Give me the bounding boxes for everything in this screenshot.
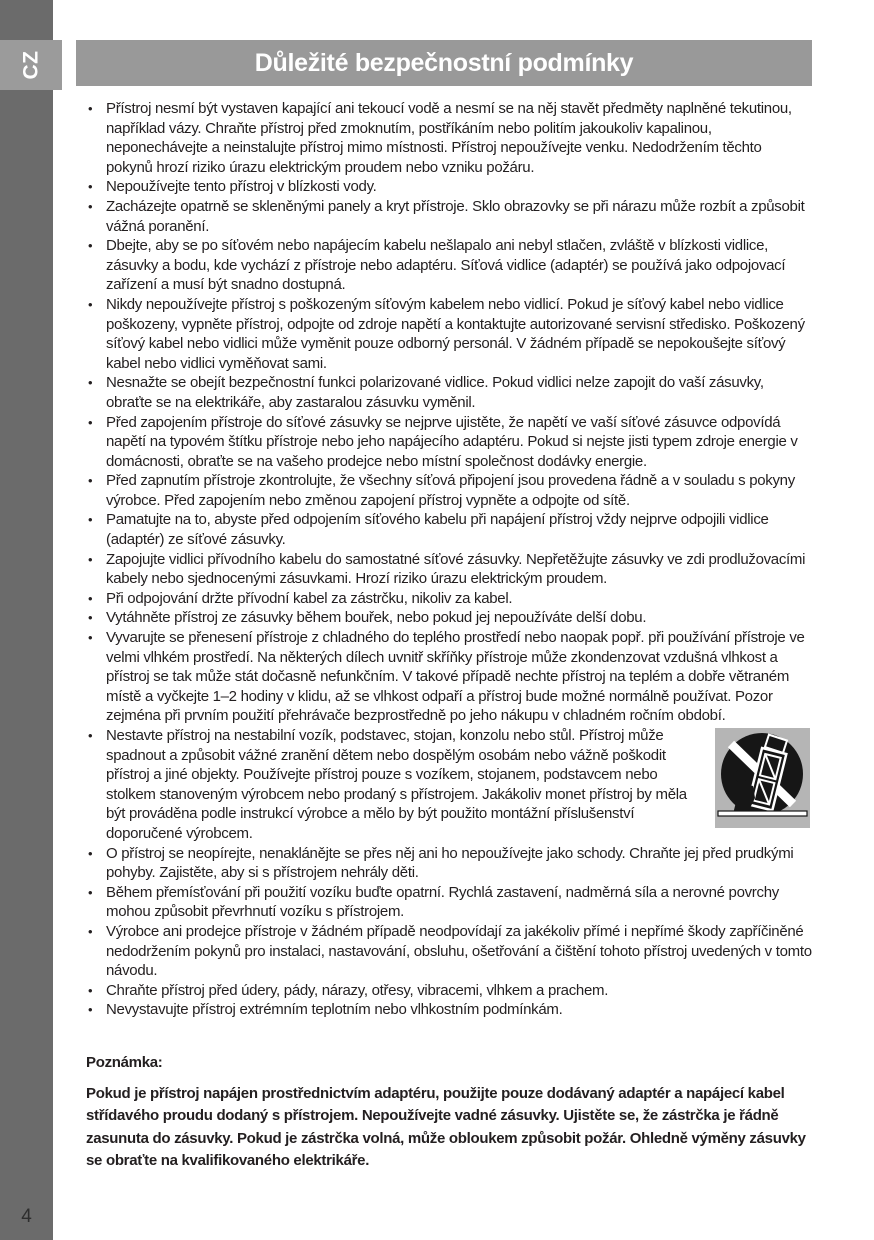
bullet-text: Nestavte přístroj na nestabilní vozík, podstavec, stojan, konzolu nebo stůl. Přístroj může spadnout a způsobit vážné zranění dětem nebo dospělým osobám nebo vážně poškodit přístroj a jiné objekty. Používejte přístroj pouze s vozíkem, stojanem, podstavcem nebo stolkem stanoveným výrobcem nebo prodaný s přístrojem. Jakákoliv monet přístroj by měla být prováděna podle instrukcí výrobce a mělo by být použito montážní příslušenství doporučené výrobcem. [106,727,687,842]
bullet-text: Před zapojením přístroje do síťové zásuvky se nejprve ujistěte, že napětí ve vaší síťové zásuvce odpovídá napětí na typovém štítku přístroje nebo jeho napájecího adaptéru. Pokud si nejste jisti typem zdroje energie v domácnosti, obraťte se na vašeho prodejce nebo místní společnost dodávky energie. [106,413,798,470]
bullet-text: Při odpojování držte přívodní kabel za zástrčku, nikoliv za kabel. [106,589,513,607]
bullet-marker-icon: • [88,610,93,626]
safety-bullet-item [86,1000,812,1020]
safety-bullet-item [86,589,812,609]
note-section [76,1054,812,1173]
page-number: 4 [21,1206,32,1227]
bullet-marker-icon: • [88,590,93,606]
note-body: Pokud je přístroj napájen prostřednictvím adaptéru, použijte pouze dodávaný adaptér a napájecí kabel střídavého proudu dodaný s přístrojem. Nepoužívejte vadné zásuvky. Ujistěte se, že zástrčka je řádně zasunuta do zásuvky. Pokud je zástrčka volná, může obloukem způsobit požár. Ohledně výměny zásuvky se obraťte na kvalifikovaného elektrikáře. [86,1084,806,1170]
bullet-text: Nesnažte se obejít bezpečnostní funkci polarizované vidlice. Pokud vidlici nelze zapojit do vaší zásuvky, obraťte se na elektrikáře, aby zastaralou zásuvku vyměnil. [106,374,764,411]
bullet-text: Dbejte, aby se po síťovém nebo napájecím kabelu nešlapalo ani nebyl stlačen, zvláště v blízkosti vidlice, zásuvky a bodu, kde vychází z přístroje nebo adaptéru. Síťová vidlice (adaptér) se používá jako odpojovací zařízení a musí být snadno dostupná. [106,237,786,294]
note-heading: Poznámka: [86,1053,163,1071]
safety-bullet-item [86,981,812,1001]
bullet-text: Během přemísťování při použití vozíku buďte opatrní. Rychlá zastavení, nadměrná síla a nerovné povrchy mohou způsobit převrhnutí vozíku s přístrojem. [106,883,779,921]
safety-bullet-item [86,295,812,373]
bullet-text: O přístroj se neopírejte, nenaklánějte se přes něj ani ho nepoužívejte jako schody. Chraňte jej před prudkými pohyby. Zajistěte, aby si s přístrojem nehrály děti. [106,844,794,882]
safety-bullet-item [86,608,812,628]
page-title: Důležité bezpečnostní podmínky [254,48,634,77]
bullet-text: Zacházejte opatrně se skleněnými panely a kryt přístroje. Sklo obrazovky se při nárazu může rozbít a způsobit vážná poranění. [106,197,805,235]
bullet-text: Vyvarujte se přenesení přístroje z chladného do teplého prostředí nebo naopak popř. při používání přístroje ve velmi vlhkém prostředí. Na některých dílech uvnitř skříňky přístroje může zkondenzovat vzdušná vlhkost a přístroj se tak může stát dočasně nefunkčním. V takové případě nechte přístroj na teplém a dobře větraném místě a vyčkejte 1–2 hodiny v klidu, až se vlhkost odpaří a přístroj bude možné normálně používat. Pozor zejména při prvním použití přehrávače bezprostředně po jeho nákupu v chladném ročním období. [106,629,805,725]
bullet-text: Nepoužívejte tento přístroj v blízkosti vody. [106,178,377,196]
bullet-marker-icon: • [88,551,93,567]
bullet-text: Nikdy nepoužívejte přístroj s poškozeným síťovým kabelem nebo vidlicí. Pokud je síťový kabel nebo vidlice poškozeny, vypněte přístroj, odpojte od zdroje napětí a kontaktujte autorizované servisní středisko. Poškozený síťový kabel nebo vidlici může vyměnit pouze odborný personál. V žádném případě se nepokoušejte síťový kabel nebo vidlici vyměňovat sami. [106,295,805,372]
bullet-marker-icon: • [88,296,93,312]
bullet-marker-icon: • [88,1002,93,1018]
safety-bullet-item [86,883,812,922]
safety-bullet-item [86,922,812,981]
tip-over-hazard-icon [715,728,810,828]
bullet-marker-icon: • [88,845,93,861]
sidebar-strip [0,0,53,1240]
bullet-text: Přístroj nesmí být vystaven kapající ani tekoucí vodě a nesmí se na něj stavět předměty naplněné tekutinou, například vázy. Chraňte přístroj před zmoknutím, postříkáním nebo politím jakoukoliv kapalinou, neponechávejte a neinstalujte přístroj mimo místnosti. Přístroj nepoužívejte venku. Nedodržením těchto pokynů hrozí riziko úrazu elektrickým proudem nebo vzniku požáru. [106,100,792,176]
safety-bullet-item [86,844,812,883]
bullet-marker-icon: • [88,238,93,254]
safety-bullet-item [86,236,812,295]
safety-bullet-list [76,99,812,1020]
safety-bullet-item [86,99,812,177]
safety-bullet-item [86,510,812,549]
bullet-marker-icon: • [88,375,93,391]
bullet-text: Výrobce ani prodejce přístroje v žádném případě neodpovídají za jakékoliv přímé i nepřímé škody zapříčiněné nedodržením pokynů pro instalaci, nastavování, obsluhu, ošetřování a čištění tohoto přístroj uvedených v tomto návodu. [106,922,812,980]
safety-bullet-item [86,628,812,726]
bullet-marker-icon: • [88,414,93,430]
safety-bullet-item [86,373,812,412]
section-header [76,40,812,86]
safety-bullet-item [86,413,812,472]
bullet-text: Vytáhněte přístroj ze zásuvky během bouřek, nebo pokud jej nepoužíváte delší dobu. [106,609,647,627]
bullet-text: Před zapnutím přístroje zkontrolujte, že všechny síťová připojení jsou provedena řádně a v souladu s pokyny výrobce. Před zapojením nebo změnou zapojení přístroj vypněte a odpojte od sítě. [106,472,795,509]
bullet-marker-icon: • [88,101,93,116]
bullet-marker-icon: • [88,473,93,489]
bullet-marker-icon: • [88,512,93,528]
safety-bullet-item [86,550,812,589]
language-tab [0,40,62,90]
bullet-marker-icon: • [88,923,93,939]
language-tab-label: CZ [19,50,42,80]
bullet-marker-icon: • [88,198,93,214]
bullet-marker-icon: • [88,728,93,743]
safety-bullet-item [86,177,812,197]
safety-bullet-item [86,471,812,510]
bullet-marker-icon: • [88,630,93,646]
content-column [76,40,812,1173]
safety-bullet-item [86,726,812,844]
bullet-marker-icon: • [88,884,93,900]
bullet-text: Nevystavujte přístroj extrémním teplotním nebo vlhkostním podmínkám. [106,1001,563,1019]
bullet-marker-icon: • [88,982,93,998]
bullet-marker-icon: • [88,179,93,195]
bullet-text: Pamatujte na to, abyste před odpojením síťového kabelu při napájení přístroj vždy nejprve odpojili vidlice (adaptér) ze síťové zásuvky. [106,511,769,549]
bullet-text: Zapojujte vidlici přívodního kabelu do samostatné síťové zásuvky. Nepřetěžujte zásuvky ve zdi prodlužovacími kabely nebo sjednocenými zásuvkami. Hrozí riziko úrazu elektrickým proudem. [106,550,806,588]
bullet-text: Chraňte přístroj před údery, pády, nárazy, otřesy, vibracemi, vlhkem a prachem. [106,981,609,999]
safety-bullet-item [86,197,812,236]
